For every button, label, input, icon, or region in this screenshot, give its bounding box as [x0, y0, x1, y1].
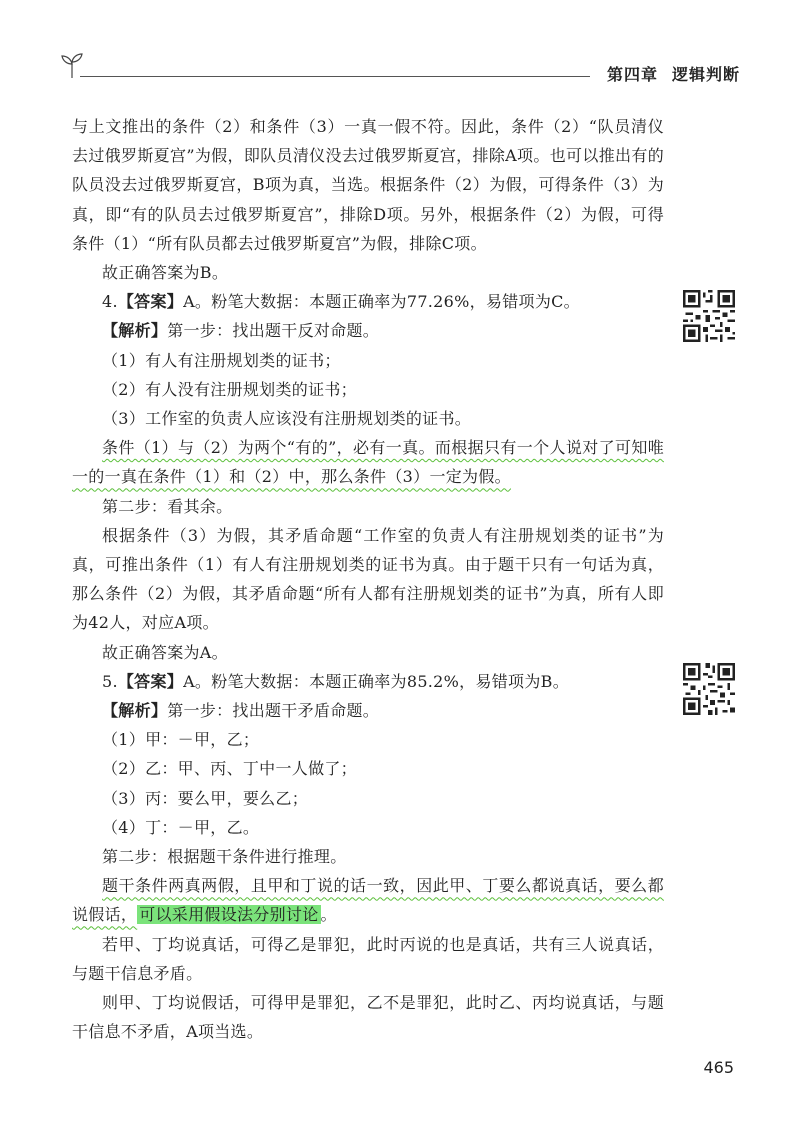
q5-condition-4: （4）丁：－甲，乙。 [102, 817, 260, 837]
q4-condition-3: （3）工作室的负责人应该没有注册规划类的证书。 [102, 409, 472, 429]
qr-code-icon[interactable] [683, 663, 735, 715]
q5-answer-tag: 【答案】 [117, 671, 184, 691]
q4-reasoning: 根据条件（3）为假，其矛盾命题“工作室的负责人有注册规划类的证书”为真，可推出条件（1）有人有注册规划类的证书为真。由于题干只有一句话为真，那么条件（2）为假，其矛盾命题“所有人都有注册规划类的证书”为真，所有人即为42人，对应A项。 [72, 525, 664, 633]
q5-key-reasoning [72, 871, 664, 929]
q4-conclusion: 故正确答案为A。 [102, 642, 228, 662]
q5-condition-1: （1）甲：－甲，乙； [102, 730, 260, 750]
q4-key-reasoning [72, 433, 664, 491]
q5-condition-3: （3）丙：要么甲，要么乙； [102, 788, 309, 808]
q5-analysis-tag: 【解析】 [102, 701, 168, 721]
q4-answer-text: A。粉笔大数据：本题正确率为77.26%，易错项为C。 [183, 292, 580, 312]
page-content [72, 112, 664, 1047]
chapter-title: 逻辑判断 [671, 65, 740, 84]
q4-number: 4. [102, 292, 118, 312]
chapter-heading [607, 62, 740, 85]
q4-condition-1: （1）有人有注册规划类的证书； [102, 350, 341, 370]
q5-analysis [72, 696, 664, 725]
q5-condition-2: （2）乙：甲、丙、丁中一人做了； [102, 759, 357, 779]
q5-highlight: 可以采用假设法分别讨论 [139, 905, 319, 925]
q4-analysis-text: 第一步：找出题干反对命题。 [167, 321, 380, 341]
q5-answer-text: A。粉笔大数据：本题正确率为85.2%，易错项为B。 [183, 671, 570, 691]
q4-condition-2: （2）有人没有注册规划类的证书； [102, 379, 357, 399]
q5-case-2: 则甲、丁均说假话，可得甲是罪犯，乙不是罪犯，此时乙、丙均说真话，与题干信息不矛盾，A项当选。 [72, 993, 664, 1042]
page-header [60, 50, 740, 90]
q5-answer [72, 667, 664, 696]
q5-case-1: 若甲、丁均说真话，可得乙是罪犯，此时丙说的也是真话，共有三人说真话，与题干信息矛盾。 [72, 934, 664, 983]
header-rule [80, 76, 590, 77]
paragraph-1: 与上文推出的条件（2）和条件（3）一真一假不符。因此，条件（2）“队员清仪去过俄罗斯夏宫”为假，即队员清仪没去过俄罗斯夏宫，排除A项。也可以推出有的队员没去过俄罗斯夏宫，B项为真，当选。根据条件（2）为假，可得条件（3）为真，即“有的队员去过俄罗斯夏宫”，排除D项。另外，根据条件（2）为假，可得条件（1）“所有队员都去过俄罗斯夏宫”为假，排除C项。 [72, 117, 664, 253]
q5-highlight-end: 。 [320, 905, 337, 925]
page-number: 465 [703, 1058, 734, 1077]
q4-analysis-tag: 【解析】 [102, 321, 168, 341]
q4-wavy-text: 条件（1）与（2）为两个“有的”，必有一真。而根据只有一个人说对了可知唯一的一真在条件（1）和（2）中，那么条件（3）一定为假。 [72, 438, 664, 487]
q4-step-2: 第二步：看其余。 [102, 496, 233, 516]
q5-step-2: 第二步：根据题干条件进行推理。 [102, 847, 347, 867]
q5-wavy-text: 题干条件两真两假，且甲和丁说的话一致，因此甲、丁要么都说真话，要么都说假话， [72, 876, 664, 925]
paragraph-2: 故正确答案为B。 [102, 263, 229, 283]
q4-analysis [72, 316, 664, 345]
q5-number: 5. [102, 671, 118, 691]
qr-code-icon[interactable] [683, 290, 735, 342]
q5-analysis-text: 第一步：找出题干矛盾命题。 [167, 701, 380, 721]
chapter-number: 第四章 [606, 65, 658, 84]
q4-answer-tag: 【答案】 [117, 292, 184, 312]
q4-answer [72, 287, 664, 316]
